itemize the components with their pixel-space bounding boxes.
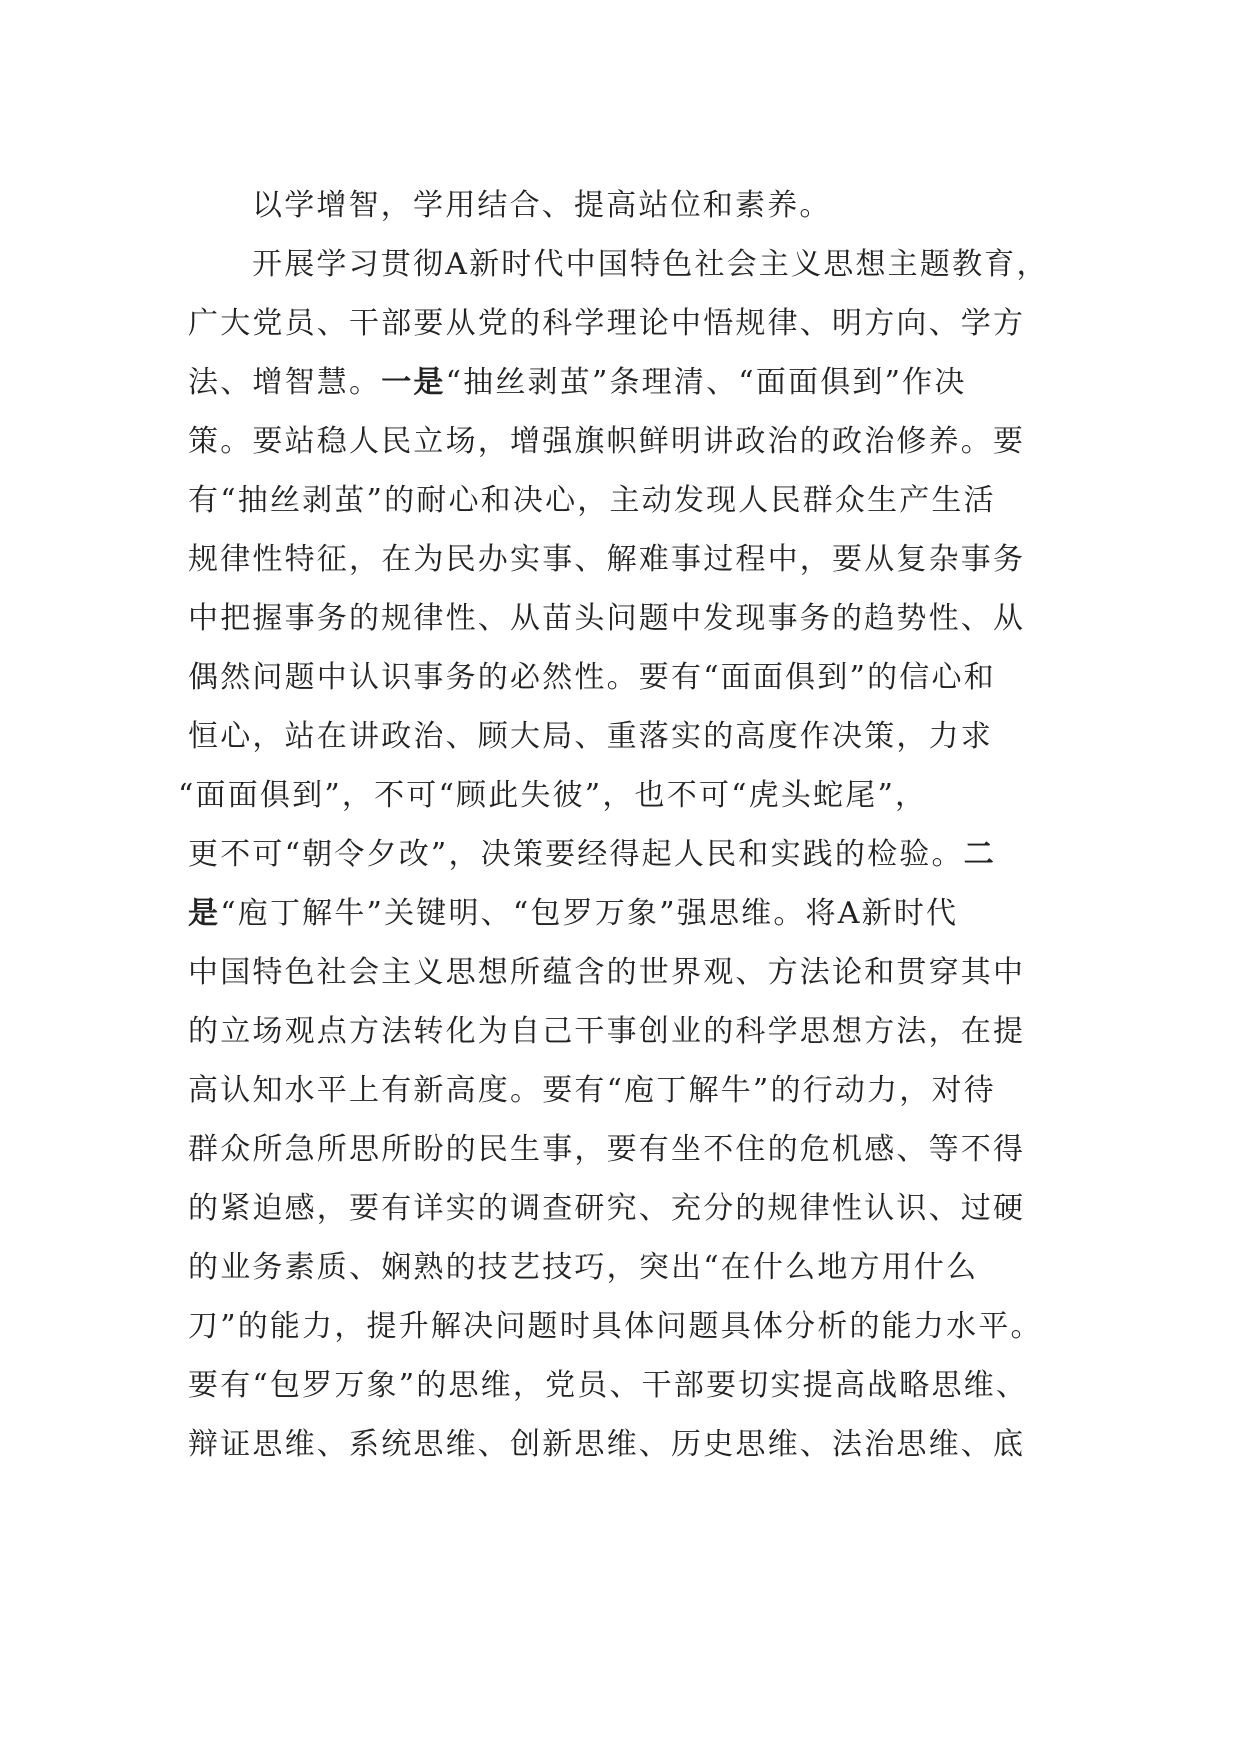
text-segment: 规律性特征，在为民办实事、解难事过程中，要从复杂事务 — [188, 542, 1026, 577]
text-segment: 恒心，站在讲政治、顾大局、重落实的高度作决策，力求 — [188, 719, 993, 754]
text-line — [188, 1071, 996, 1111]
text-segment: 以学增智，学用结合、提高站位和素养。 — [252, 188, 832, 223]
text-line — [188, 717, 993, 757]
text-line — [188, 835, 996, 875]
text-line — [188, 894, 958, 934]
text-segment: 刀”的能力，提升解决问题时具体问题具体分析的能力水平。 — [188, 1309, 1043, 1344]
text-line — [252, 186, 832, 226]
bold-text-segment: 是 — [188, 896, 221, 931]
text-segment: 开展学习贯彻A新时代中国特色社会主义思想主题教育， — [252, 247, 1049, 282]
text-segment: “抽丝剥茧”条理清、“面面俱到”作决 — [445, 365, 967, 400]
text-line — [188, 599, 1025, 639]
text-line — [188, 540, 1025, 580]
text-segment: 辩证思维、系统思维、创新思维、历史思维、法治思维、底 — [188, 1427, 1026, 1462]
text-line — [188, 953, 1025, 993]
text-line — [188, 363, 967, 403]
text-line — [188, 1130, 1025, 1170]
text-segment: 广大党员、干部要从党的科学理论中悟规律、明方向、学方 — [188, 306, 1026, 341]
text-line — [188, 1425, 1025, 1465]
text-line — [188, 422, 1025, 462]
bold-text-segment: 二 — [963, 837, 996, 872]
text-segment: “庖丁解牛”关键明、“包罗万象”强思维。将A新时代 — [220, 896, 959, 931]
text-segment: 中把握事务的规律性、从苗头问题中发现事务的趋势性、从 — [188, 601, 1026, 636]
text-segment: 群众所急所思所盼的民生事，要有坐不住的危机感、等不得 — [188, 1132, 1026, 1167]
text-line — [188, 304, 1025, 344]
text-segment: 有“抽丝剥茧”的耐心和决心，主动发现人民群众生产生活 — [188, 483, 996, 518]
text-segment: 偶然问题中认识事务的必然性。要有“面面俱到”的信心和 — [188, 660, 996, 695]
text-line — [188, 1248, 978, 1288]
text-line — [188, 1307, 1043, 1347]
text-segment: 的业务素质、娴熟的技艺技巧，突出“在什么地方用什么 — [188, 1250, 979, 1285]
text-segment: 策。要站稳人民立场，增强旗帜鲜明讲政治的政治修养。要 — [188, 424, 1026, 459]
text-line — [252, 245, 1049, 285]
text-line — [188, 1012, 1025, 1052]
text-segment: 法、增智慧。 — [188, 365, 382, 400]
text-segment: 的紧迫感，要有详实的调查研究、充分的规律性认识、过硬 — [188, 1191, 1026, 1226]
text-segment: “面面俱到”，不可“顾此失彼”，也不可“虎头蛇尾”， — [178, 778, 928, 813]
text-line — [188, 481, 996, 521]
text-line — [188, 658, 996, 698]
bold-text-segment: 一是 — [381, 365, 446, 400]
text-line — [178, 776, 927, 816]
text-line — [188, 1189, 1025, 1229]
text-line — [188, 1366, 1028, 1406]
text-segment: 的立场观点方法转化为自己干事创业的科学思想方法，在提 — [188, 1014, 1026, 1049]
text-segment: 中国特色社会主义思想所蕴含的世界观、方法论和贯穿其中 — [188, 955, 1026, 990]
text-segment: 更不可“朝令夕改”，决策要经得起人民和实践的检验。 — [188, 837, 964, 872]
text-segment: 要有“包罗万象”的思维，党员、干部要切实提高战略思维、 — [188, 1368, 1029, 1403]
text-segment: 高认知水平上有新高度。要有“庖丁解牛”的行动力，对待 — [188, 1073, 996, 1108]
